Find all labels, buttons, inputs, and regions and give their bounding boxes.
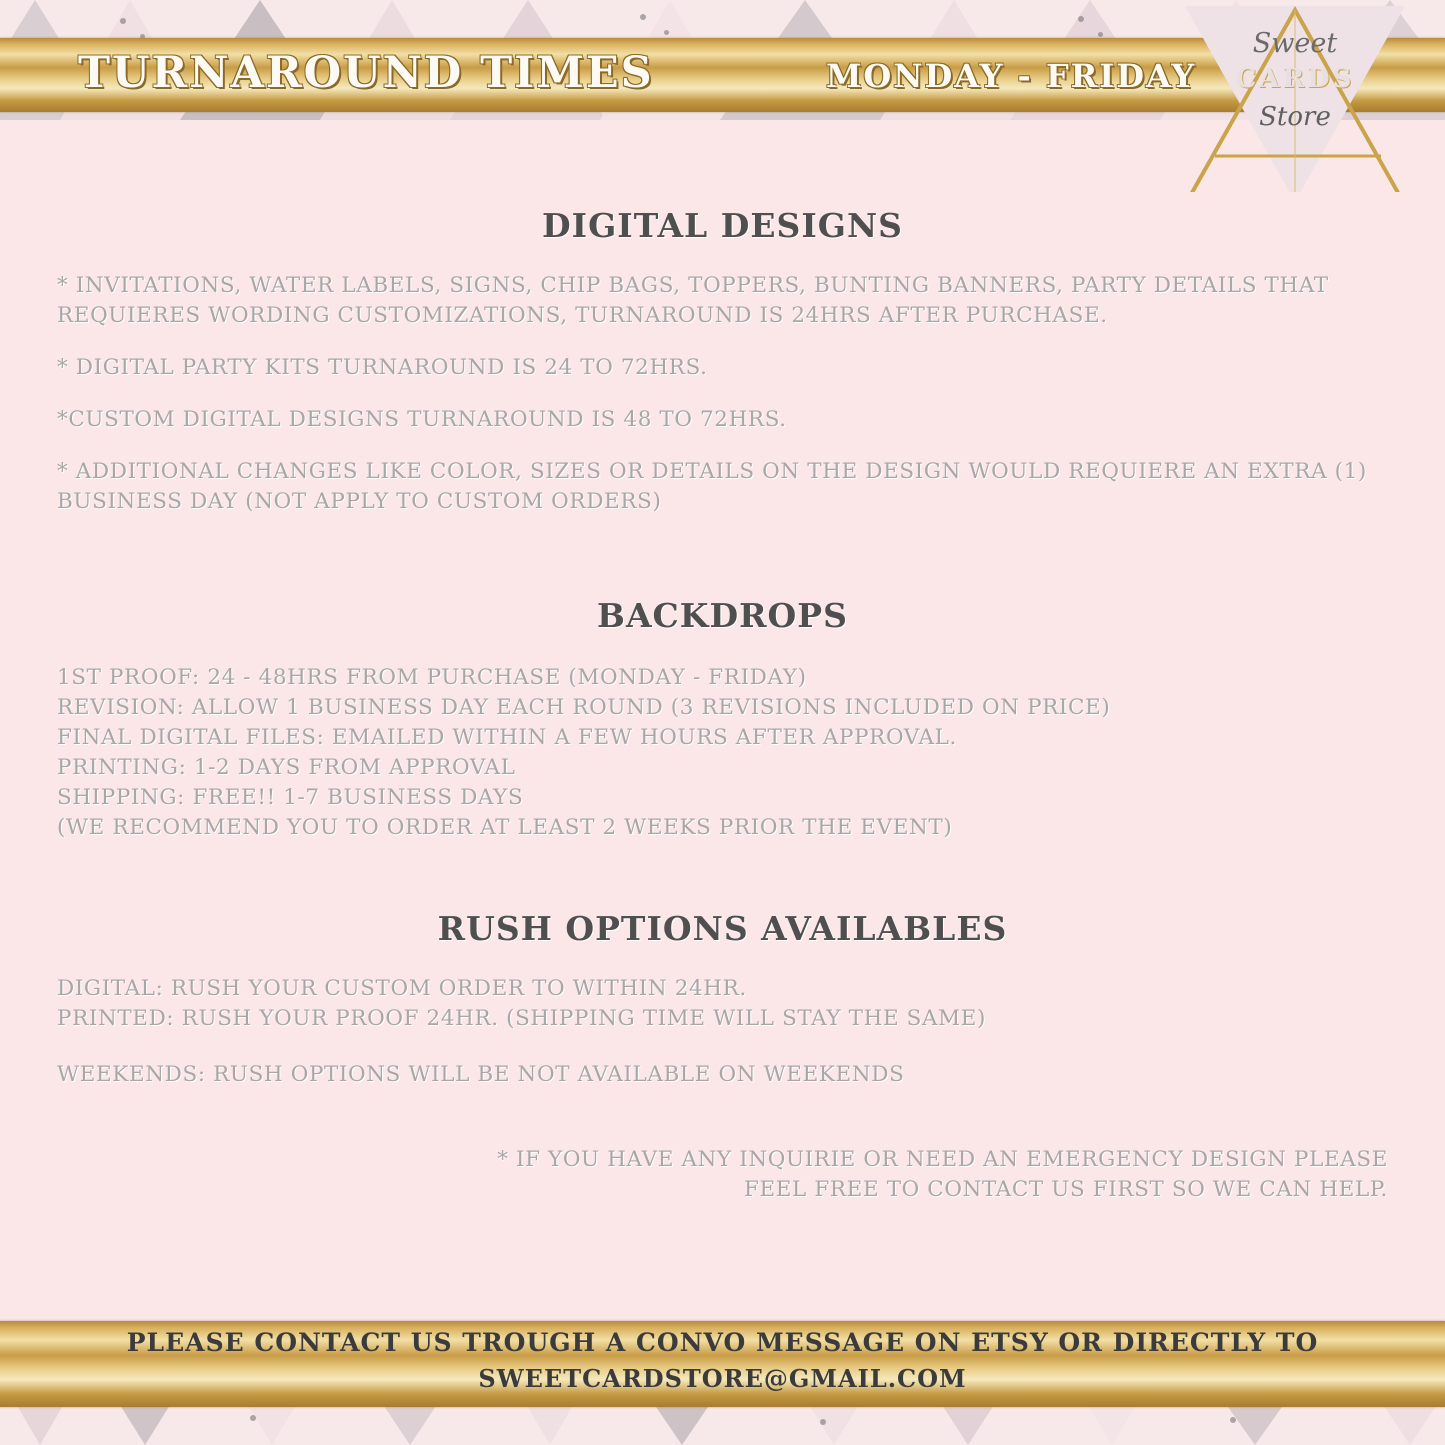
footnote-line: * IF YOU HAVE ANY INQUIRIE OR NEED AN EMERGENCY DESIGN PLEASE	[497, 1147, 1388, 1172]
section-rush-options	[35, 893, 1410, 1124]
section-title-rush: RUSH OPTIONS AVAILABLES	[437, 909, 1008, 948]
backdrops-line: REVISION: ALLOW 1 BUSINESS DAY EACH ROUND (3 REVISIONS INCLUDED ON PRICE)	[57, 695, 1111, 720]
digital-paragraph: * DIGITAL PARTY KITS TURNAROUND IS 24 TO 72HRS.	[57, 355, 708, 380]
section-backdrops	[35, 580, 1410, 877]
backdrops-line: (WE RECOMMEND YOU TO ORDER AT LEAST 2 WEEKS PRIOR THE EVENT)	[57, 815, 953, 840]
page-title: TURNAROUND TIMES	[78, 48, 654, 98]
backdrops-body	[35, 663, 1410, 843]
backdrops-line: PRINTING: 1-2 DAYS FROM APPROVAL	[57, 755, 516, 780]
section-title-digital: DIGITAL DESIGNS	[542, 206, 903, 245]
digital-paragraph: * ADDITIONAL CHANGES LIKE COLOR, SIZES OR DETAILS ON THE DESIGN WOULD REQUIERE AN EXTRA (1) BUSINESS DAY (NOT APPLY TO CUSTOM ORDERS)	[57, 459, 1367, 514]
section-footnote	[35, 1125, 1410, 1231]
rush-line: DIGITAL: RUSH YOUR CUSTOM ORDER TO WITHIN 24HR.	[57, 976, 747, 1001]
logo-line-2: CARDS	[1235, 64, 1355, 94]
brand-logo	[1185, 6, 1405, 202]
footer-email[interactable]: SWEETCARDSTORE@GMAIL.COM	[478, 1364, 967, 1393]
digital-paragraph: * INVITATIONS, WATER LABELS, SIGNS, CHIP BAGS, TOPPERS, BUNTING BANNERS, PARTY DETAILS THAT REQUIERES WORDING CUSTOMIZATIONS, TURNAROUND IS 24HRS AFTER PURCHASE.	[57, 273, 1329, 328]
digital-designs-body	[35, 271, 1410, 517]
logo-line-3: Store	[1259, 102, 1331, 132]
section-digital-designs	[35, 192, 1410, 547]
rush-weekends-line: WEEKENDS: RUSH OPTIONS WILL BE NOT AVAILABLE ON WEEKENDS	[57, 1062, 905, 1087]
digital-paragraph: *CUSTOM DIGITAL DESIGNS TURNAROUND IS 48 TO 72HRS.	[57, 407, 787, 432]
backdrops-line: 1ST PROOF: 24 - 48HRS FROM PURCHASE (MONDAY - FRIDAY)	[57, 665, 807, 690]
footnote-line: FEEL FREE TO CONTACT US FIRST SO WE CAN HELP.	[743, 1177, 1388, 1202]
section-title-backdrops: BACKDROPS	[597, 596, 848, 635]
rush-options-body	[35, 974, 1410, 1090]
footnote-body	[35, 1145, 1410, 1205]
logo-line-1: Sweet	[1252, 28, 1338, 59]
backdrops-line: FINAL DIGITAL FILES: EMAILED WITHIN A FEW HOURS AFTER APPROVAL.	[57, 725, 957, 750]
header-business-days: MONDAY - FRIDAY	[826, 57, 1197, 95]
backdrops-line: SHIPPING: FREE!! 1-7 BUSINESS DAYS	[57, 785, 524, 810]
footer-contact-text: PLEASE CONTACT US TROUGH A CONVO MESSAGE ON ETSY OR DIRECTLY TO	[126, 1328, 1319, 1357]
rush-line: PRINTED: RUSH YOUR PROOF 24HR. (SHIPPING TIME WILL STAY THE SAME)	[57, 1006, 987, 1031]
